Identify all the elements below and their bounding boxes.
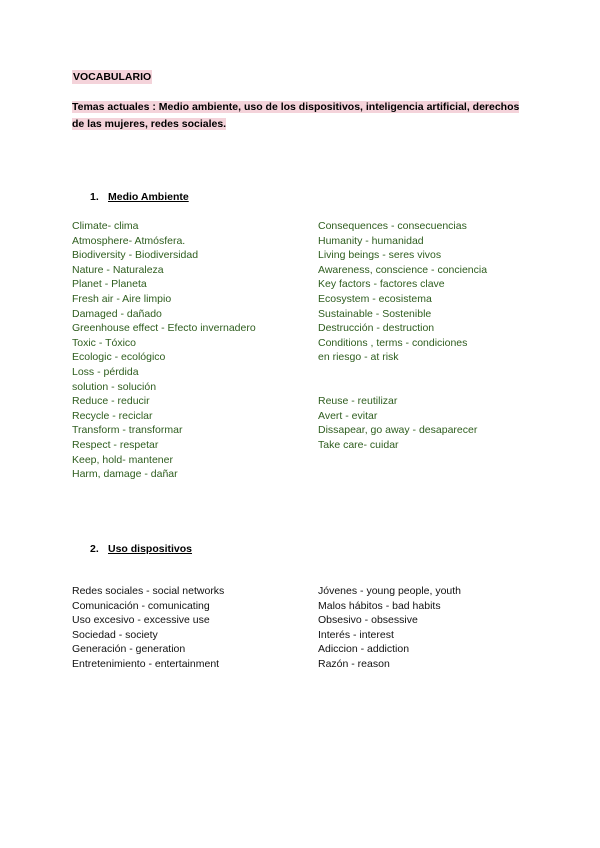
vocab-item: Redes sociales - social networks bbox=[72, 585, 225, 597]
vocab-item: Conditions , terms - condiciones bbox=[318, 336, 468, 349]
vocab-item: Consequences - consecuencias bbox=[318, 220, 467, 232]
vocab-item: Recycle - reciclar bbox=[72, 409, 153, 422]
vocab-item: Loss - pérdida bbox=[72, 365, 139, 378]
vocab-item: Sustainable - Sostenible bbox=[318, 307, 432, 320]
vocab-item: Living beings - seres vivos bbox=[318, 249, 442, 262]
vocab-item: Comunicación - comunicating bbox=[72, 599, 210, 612]
vocab-list-dispositivos-left bbox=[72, 584, 224, 672]
vocab-item: Planet - Planeta bbox=[72, 278, 147, 291]
vocab-item: Fresh air - Aire limpio bbox=[72, 292, 172, 305]
vocab-list-medio-ambiente-left bbox=[72, 219, 256, 482]
document-subtitle: Temas actuales : Medio ambiente, uso de los dispositivos, inteligencia artificial, derechos de las mujeres, redes sociales. bbox=[72, 101, 520, 130]
vocab-item: Greenhouse effect - Efecto invernadero bbox=[72, 322, 256, 335]
vocab-item: Key factors - factores clave bbox=[318, 278, 445, 291]
vocab-item: Malos hábitos - bad habits bbox=[318, 599, 441, 612]
vocab-item: Sociedad - society bbox=[72, 628, 158, 641]
vocab-item: Obsesivo - obsessive bbox=[318, 614, 418, 627]
document-title: VOCABULARIO bbox=[73, 71, 152, 83]
vocab-item: Adiccion - addiction bbox=[318, 643, 410, 656]
vocab-item: Humanity - humanidad bbox=[318, 234, 424, 247]
vocab-item: Generación - generation bbox=[72, 643, 186, 656]
vocab-list-dispositivos-right bbox=[318, 584, 461, 672]
vocab-item: Awareness, conscience - conciencia bbox=[318, 263, 488, 276]
vocab-item: Ecologic - ecológico bbox=[72, 351, 166, 364]
vocab-item: Climate- clima bbox=[72, 220, 139, 232]
vocab-item: Biodiversity - Biodiversidad bbox=[72, 249, 199, 262]
vocab-item: Atmosphere- Atmósfera. bbox=[72, 234, 186, 247]
vocab-item: Interés - interest bbox=[318, 628, 394, 641]
vocab-item: Transform - transformar bbox=[72, 424, 183, 437]
vocab-item: Ecosystem - ecosistema bbox=[318, 292, 432, 305]
vocab-item: Respect - respetar bbox=[72, 438, 159, 451]
vocab-item: Entretenimiento - entertainment bbox=[72, 657, 220, 670]
vocab-item: Damaged - dañado bbox=[72, 307, 162, 320]
section-heading-medio-ambiente: 1. Medio Ambiente bbox=[90, 191, 189, 203]
vocab-item: en riesgo - at risk bbox=[318, 351, 399, 364]
vocab-item: Take care- cuidar bbox=[318, 438, 399, 451]
vocab-item: Jóvenes - young people, youth bbox=[318, 585, 462, 597]
vocab-item: Destrucción - destruction bbox=[318, 322, 435, 335]
vocab-item: Dissapear, go away - desaparecer bbox=[318, 424, 478, 437]
vocab-item: Toxic - Tóxico bbox=[72, 336, 136, 349]
vocab-item: Reduce - reducir bbox=[72, 395, 150, 408]
vocab-item bbox=[318, 365, 487, 380]
vocab-item: Razón - reason bbox=[318, 657, 390, 670]
section-heading-uso-dispositivos: 2. Uso dispositivos bbox=[90, 543, 193, 555]
vocab-item: Uso excesivo - excessive use bbox=[72, 614, 210, 627]
vocab-item: Harm, damage - dañar bbox=[72, 468, 178, 481]
vocab-list-medio-ambiente-right bbox=[318, 219, 487, 453]
vocab-item: solution - solución bbox=[72, 380, 157, 393]
vocab-item: Reuse - reutilizar bbox=[318, 395, 398, 408]
vocab-item bbox=[318, 380, 487, 395]
vocab-item: Nature - Naturaleza bbox=[72, 263, 164, 276]
vocab-item: Avert - evitar bbox=[318, 409, 378, 422]
vocab-item: Keep, hold- mantener bbox=[72, 453, 173, 466]
